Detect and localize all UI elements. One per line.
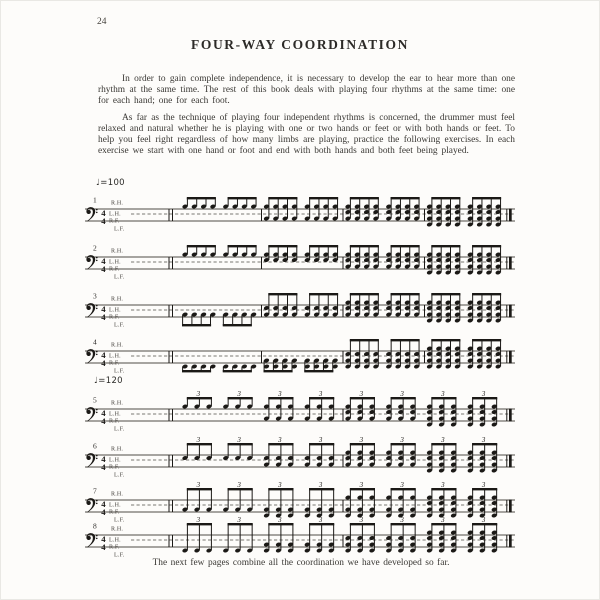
svg-text:3: 3 (359, 436, 364, 444)
svg-text:3: 3 (196, 390, 201, 398)
time-signature (101, 256, 106, 274)
svg-text:3: 3 (237, 390, 241, 398)
page-title: FOUR-WAY COORDINATION (191, 37, 409, 52)
opening-barline (169, 257, 173, 269)
exercise-number: 7 (93, 486, 97, 496)
svg-text:3: 3 (400, 390, 404, 398)
svg-text:3: 3 (318, 390, 323, 398)
svg-text:3: 3 (481, 390, 486, 398)
svg-text:3: 3 (278, 481, 282, 489)
svg-text:4: 4 (101, 312, 106, 323)
svg-text:4: 4 (101, 534, 106, 544)
svg-text:R.F.: R.F. (109, 464, 120, 471)
svg-text:L.F.: L.F. (114, 274, 125, 281)
svg-text:L.F.: L.F. (114, 426, 125, 433)
svg-text:3: 3 (481, 481, 486, 489)
intro-paragraph-2: As far as the technique of playing four independent rhythms is concerned, the drummer must feel relaxed and natural whether he is playing with one or two hands or feet or with both hands or feet. To help you feel right regardless of how many limbs are playing, practice the following exercises. In each exercise we start with one hand or foot and end with both hands and both feet being played. (98, 113, 515, 156)
svg-text:3: 3 (237, 481, 241, 489)
svg-text:4: 4 (101, 462, 106, 473)
svg-text:3: 3 (441, 481, 445, 489)
staff-svg (85, 189, 515, 233)
svg-text:3: 3 (359, 390, 364, 398)
staff-lines (85, 535, 515, 547)
time-signature (101, 350, 106, 368)
footer-caption: The next few pages combine all the coordination we have developed so far. (152, 558, 450, 568)
tempo-mark-120: ♩=120 (94, 376, 123, 386)
svg-text:R.F.: R.F. (109, 509, 120, 516)
limb-labels (109, 527, 125, 559)
svg-text:R.F.: R.F. (109, 360, 120, 367)
svg-text:R.F.: R.F. (109, 314, 120, 321)
svg-text:4: 4 (101, 499, 106, 509)
svg-text:R.H.: R.H. (111, 342, 124, 349)
limb-labels (109, 401, 125, 433)
staff-svg (85, 389, 515, 433)
svg-text:4: 4 (101, 507, 106, 518)
svg-text:4: 4 (101, 208, 106, 218)
staff-lines (85, 409, 515, 421)
svg-text:R.H.: R.H. (111, 248, 124, 255)
time-signature (101, 454, 106, 472)
staff-lines (85, 500, 515, 512)
svg-text:R.H.: R.H. (111, 400, 124, 407)
staff-svg (85, 285, 515, 329)
staff-svg (85, 331, 515, 375)
exercise-row-8 (85, 515, 517, 559)
limb-labels (109, 249, 125, 281)
svg-text:L.F.: L.F. (114, 226, 125, 233)
svg-text:4: 4 (101, 350, 106, 360)
exercise-row-1 (85, 189, 517, 233)
svg-text:L.H.: L.H. (109, 502, 121, 509)
svg-text:L.F.: L.F. (114, 552, 125, 559)
svg-text:R.F.: R.F. (109, 418, 120, 425)
svg-text:3: 3 (441, 516, 445, 524)
svg-text:3: 3 (318, 481, 323, 489)
opening-barline (169, 500, 173, 512)
notation-notes (182, 197, 501, 227)
exercise-row-2 (85, 237, 517, 281)
time-signature (101, 534, 106, 552)
opening-barline (169, 535, 173, 547)
svg-text:R.F.: R.F. (109, 266, 120, 273)
staff-lines (85, 455, 515, 467)
svg-text:R.H.: R.H. (111, 446, 124, 453)
exercise-row-5 (85, 389, 517, 433)
final-barline (507, 305, 512, 318)
svg-text:L.H.: L.H. (109, 211, 121, 218)
svg-text:3: 3 (400, 516, 404, 524)
staff-svg (85, 515, 515, 559)
svg-text:3: 3 (400, 436, 404, 444)
staff-svg (85, 237, 515, 281)
svg-text:L.F.: L.F. (114, 322, 125, 329)
limb-labels (109, 447, 125, 479)
opening-barline (169, 455, 173, 467)
svg-text:R.H.: R.H. (111, 200, 124, 207)
svg-text:3: 3 (237, 436, 241, 444)
staff-svg (85, 435, 515, 479)
exercise-number: 6 (93, 441, 97, 451)
svg-text:4: 4 (101, 264, 106, 275)
exercise-number: 4 (93, 337, 97, 347)
opening-barline (169, 351, 173, 363)
intro-paragraph-1: In order to gain complete independence, it is necessary to develop the ear to hear more than one rhythm at the same time. The rest of this book deals with playing four rhythms at the same time: one for each hand; one for each foot. (98, 74, 515, 106)
exercise-number: 1 (93, 195, 97, 205)
exercise-number: 8 (93, 521, 97, 531)
svg-text:4: 4 (101, 358, 106, 369)
time-signature (101, 408, 106, 426)
svg-text:3: 3 (400, 481, 404, 489)
svg-text:4: 4 (101, 256, 106, 266)
svg-text:4: 4 (101, 542, 106, 553)
svg-text:L.H.: L.H. (109, 457, 121, 464)
exercise-row-6 (85, 435, 517, 479)
svg-text:R.F.: R.F. (109, 544, 120, 551)
tempo-mark-100: ♩=100 (96, 178, 125, 188)
final-barline (507, 209, 512, 222)
limb-labels (109, 201, 125, 233)
time-signature (101, 208, 106, 226)
svg-text:4: 4 (101, 408, 106, 418)
final-barline (507, 351, 512, 364)
limb-labels (109, 297, 125, 329)
svg-text:3: 3 (359, 481, 364, 489)
svg-text:3: 3 (196, 436, 201, 444)
svg-text:3: 3 (278, 436, 282, 444)
final-barline (507, 535, 512, 548)
exercise-number: 3 (93, 291, 97, 301)
svg-text:3: 3 (196, 481, 201, 489)
final-barline (507, 500, 512, 513)
svg-text:3: 3 (278, 516, 282, 524)
svg-text:L.F.: L.F. (114, 517, 125, 524)
svg-text:L.H.: L.H. (109, 307, 121, 314)
opening-barline (169, 305, 173, 317)
svg-text:L.H.: L.H. (109, 353, 121, 360)
svg-text:L.F.: L.F. (114, 472, 125, 479)
opening-barline (169, 409, 173, 421)
final-barline (507, 409, 512, 422)
svg-text:4: 4 (101, 216, 106, 227)
exercise-number: 2 (93, 243, 97, 253)
svg-text:3: 3 (481, 436, 486, 444)
final-barline (507, 455, 512, 468)
svg-text:3: 3 (278, 390, 282, 398)
svg-text:R.H.: R.H. (111, 526, 124, 533)
svg-text:L.H.: L.H. (109, 259, 121, 266)
limb-labels (109, 343, 125, 375)
exercise-number: 5 (93, 395, 97, 405)
svg-text:3: 3 (196, 516, 201, 524)
svg-text:L.H.: L.H. (109, 411, 121, 418)
svg-text:3: 3 (318, 516, 323, 524)
page-number: 24 (97, 17, 107, 27)
svg-text:3: 3 (441, 436, 445, 444)
svg-text:3: 3 (481, 516, 486, 524)
svg-text:R.H.: R.H. (111, 296, 124, 303)
exercise-row-4 (85, 331, 517, 375)
svg-text:L.H.: L.H. (109, 537, 121, 544)
svg-text:3: 3 (441, 390, 445, 398)
svg-text:R.H.: R.H. (111, 491, 124, 498)
svg-text:R.F.: R.F. (109, 218, 120, 225)
svg-text:3: 3 (359, 516, 364, 524)
svg-text:L.F.: L.F. (114, 368, 125, 375)
final-barline (507, 257, 512, 270)
notation-notes (182, 245, 501, 275)
svg-text:4: 4 (101, 454, 106, 464)
svg-text:4: 4 (101, 304, 106, 314)
exercise-row-3 (85, 285, 517, 329)
opening-barline (169, 209, 173, 221)
svg-text:3: 3 (318, 436, 323, 444)
svg-text:3: 3 (237, 516, 241, 524)
time-signature (101, 304, 106, 322)
svg-text:4: 4 (101, 416, 106, 427)
